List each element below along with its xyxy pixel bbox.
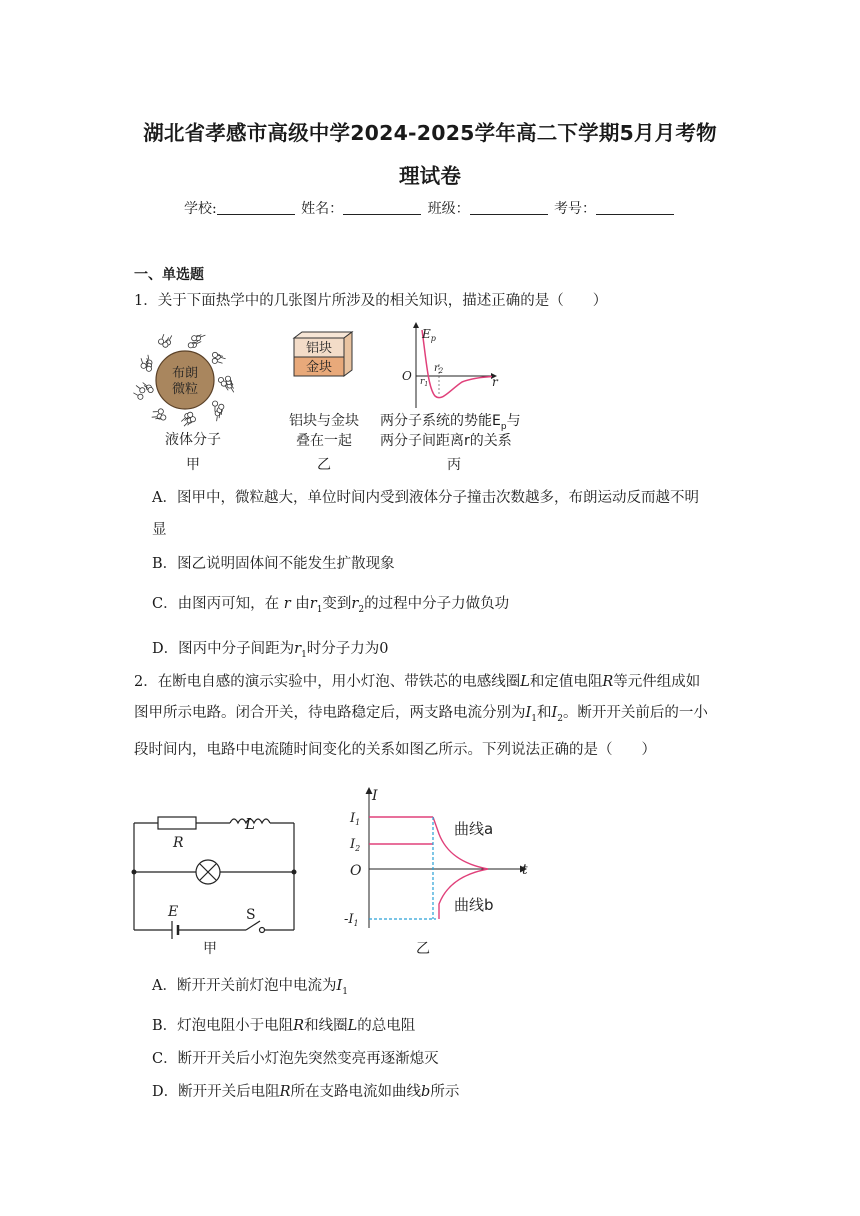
- liquid-molecule: [192, 336, 197, 341]
- svg-text:S: S: [246, 907, 256, 923]
- molecule-motion-arrow: [201, 335, 206, 337]
- q2-stem: 2．在断电自感的演示实验中，用小灯泡、带铁芯的电感线圈L和定值电阻R等元件组成如 图甲所示电路。闭合开关，待电路稳定后，两支路电流分别为$I_1$和$I_2$。断开开关前后的一小 段时间内，电路中电流随时间变化的关系如图乙所示。下列说法正确的是（ ）: [134, 674, 708, 758]
- svg-text:I1: $I_1$: [350, 811, 361, 827]
- molecule-motion-arrow: [148, 355, 149, 360]
- section-title: 一、单选题: [134, 267, 204, 283]
- molecule-motion-arrow: [184, 423, 188, 427]
- q1-figure-yi: [288, 330, 358, 386]
- school-label: 学校:: [183, 201, 217, 217]
- liquid-molecule: [212, 358, 217, 363]
- molecule-motion-arrow: [170, 335, 172, 339]
- q1-option-a-line1[interactable]: A．图甲中，微粒越大，单位时间内受到液体分子撞击次数越多，布朗运动反而越不明: [152, 490, 699, 506]
- circuit-label: 甲: [203, 941, 217, 957]
- q1-stem: 1．关于下面热学中的几张图片所涉及的相关知识，描述正确的是（ ）: [134, 293, 608, 309]
- page-title-line2: 理试卷: [398, 164, 462, 188]
- liquid-molecule: [148, 387, 153, 392]
- aluminum-label: 铝块: [305, 341, 333, 356]
- liquid-molecule: [188, 343, 193, 348]
- graph-label: 乙: [416, 941, 430, 957]
- svg-text:I: I: [372, 788, 378, 804]
- molecule-motion-arrow: [217, 416, 218, 421]
- yi-caption-1: 铝块与金块: [289, 413, 359, 429]
- molecule-motion-arrow: [133, 393, 137, 396]
- q2-current-graph: [336, 782, 536, 932]
- name-label: 姓名：: [301, 201, 344, 217]
- jia-caption: 液体分子: [165, 432, 221, 448]
- svg-text:Ep: $E_p$: [422, 327, 436, 343]
- liquid-molecule: [146, 366, 151, 371]
- exam-no-blank[interactable]: [596, 200, 674, 215]
- q1-option-b[interactable]: B．图乙说明固体间不能发生扩散现象: [152, 556, 395, 572]
- svg-text:O: O: [402, 369, 412, 383]
- q1-option-a-line2: 显: [152, 522, 167, 538]
- school-blank[interactable]: [217, 200, 295, 215]
- q2-option-a[interactable]: A．断开开关前灯泡中电流为$I_1$: [152, 978, 348, 997]
- gold-label: 金块: [305, 360, 333, 375]
- particle-label-2: 微粒: [171, 382, 199, 397]
- q2-option-b[interactable]: B．灯泡电阻小于电阻R和线圈L的总电阻: [152, 1018, 416, 1034]
- q2-circuit-figure: [128, 815, 304, 955]
- molecule-motion-arrow: [141, 358, 143, 363]
- q2-option-c[interactable]: C．断开开关后小灯泡先突然变亮再逐渐熄灭: [152, 1051, 439, 1067]
- liquid-molecule: [221, 381, 226, 386]
- molecule-motion-arrow: [231, 388, 234, 392]
- molecule-motion-arrow: [181, 418, 185, 421]
- liquid-molecule: [213, 401, 218, 406]
- molecule-motion-arrow: [218, 362, 223, 364]
- svg-text:-I1: $-I_1$: [344, 912, 359, 928]
- exam-no-label: 考号：: [554, 201, 597, 217]
- svg-text:O: O: [350, 863, 362, 879]
- particle-label-1: 布朗: [171, 366, 199, 381]
- molecule-motion-arrow: [162, 334, 164, 339]
- student-info: [0, 198, 860, 218]
- molecule-motion-arrow: [221, 357, 226, 358]
- svg-text:r2: $r_2$: [434, 363, 444, 375]
- inductor-label: L: [245, 815, 255, 833]
- bing-label: 丙: [447, 457, 461, 473]
- page-title-line1: 湖北省孝感市高级中学2024-2025学年高二下学期5月月考物: [143, 121, 717, 145]
- liquid-molecule: [161, 415, 166, 420]
- liquid-molecule: [141, 363, 146, 368]
- liquid-molecule: [225, 376, 230, 381]
- liquid-molecule: [163, 342, 168, 347]
- resistor-r: [158, 817, 196, 829]
- liquid-molecule: [219, 404, 224, 409]
- svg-text:t: t: [522, 862, 528, 878]
- q2-option-d[interactable]: D．断开开关后电阻R所在支路电流如曲线b所示: [152, 1084, 460, 1100]
- liquid-molecule: [188, 412, 193, 417]
- q1-figure-jia: [128, 328, 260, 428]
- svg-text:r1: $r_1$: [420, 377, 429, 388]
- svg-text:r: r: [492, 375, 498, 389]
- bing-caption-1: 两分子系统的势能$E_p$与: [380, 413, 521, 432]
- bing-caption-2: 两分子间距离r的关系: [380, 433, 512, 449]
- liquid-molecule: [138, 394, 143, 399]
- yi-caption-2: 叠在一起: [296, 433, 352, 449]
- liquid-molecule: [212, 352, 217, 357]
- liquid-molecule: [140, 388, 145, 393]
- molecule-motion-arrow: [136, 385, 140, 388]
- q1-option-d[interactable]: D．图丙中分子间距为$r_1$时分子力为0: [152, 641, 389, 660]
- q1-figure-bing: [392, 318, 512, 410]
- yi-label: 乙: [317, 457, 331, 473]
- svg-text:R: R: [173, 835, 184, 851]
- svg-text:E: E: [168, 904, 179, 920]
- curve-a-label: 曲线a: [454, 820, 494, 838]
- curve-b-label: 曲线b: [454, 896, 494, 914]
- svg-text:I2: $I_2$: [350, 837, 361, 853]
- class-blank[interactable]: [470, 200, 548, 215]
- class-label: 班级：: [427, 201, 470, 217]
- name-blank[interactable]: [343, 200, 421, 215]
- molecule-motion-arrow: [143, 383, 147, 386]
- liquid-molecule: [158, 409, 163, 414]
- jia-label: 甲: [186, 457, 200, 473]
- q1-option-c[interactable]: C．由图丙可知，在 r 由$r_1$变到$r_2$的过程中分子力做负功: [152, 596, 510, 615]
